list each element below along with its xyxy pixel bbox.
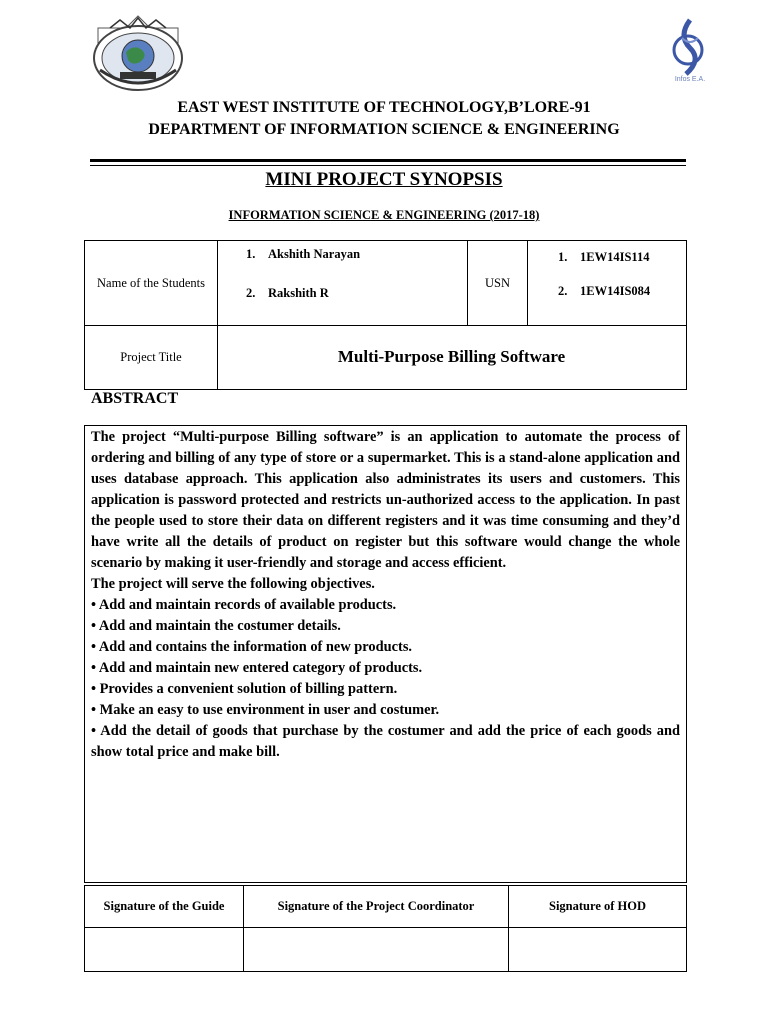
- logo-caption: Infos E.A.: [674, 76, 706, 83]
- abstract-text: [91, 427, 680, 763]
- objective-item: • Add the detail of goods that purchase by the costumer and add the price of each goods and show total price and make bill.: [91, 723, 680, 760]
- abstract-paragraph: The project “Multi-purpose Billing software” is an application to automate the process of ordering and billing of any type of store or a supermarket. This is a stand-alone application and uses database approach. This application also administrates its users and customers. This application is password protected and restricts un-authorized access to the application. In past the people used to store their data on different registers and it was time consuming and they’d have write all the details of product on register but this software would change the whole scenario by making it user-friendly and storage and access efficient.: [91, 429, 680, 571]
- department-logo: [664, 16, 716, 90]
- objective-item: • Add and contains the information of new products.: [91, 639, 413, 655]
- students-label: Name of the Students: [97, 275, 205, 290]
- student-2-name: Rakshith R: [268, 286, 329, 300]
- document-title: MINI PROJECT SYNOPSIS: [265, 169, 503, 190]
- objective-item: • Provides a convenient solution of billing pattern.: [91, 681, 398, 697]
- hod-signature-label: Signature of HOD: [549, 899, 646, 913]
- usn-2-number: 2.: [558, 284, 568, 298]
- coordinator-signature-field[interactable]: [244, 928, 508, 971]
- objective-item: • Add and maintain the costumer details.: [91, 618, 341, 634]
- project-title-label: Project Title: [120, 349, 182, 364]
- table-divider: [527, 240, 528, 326]
- objective-item: • Add and maintain records of available products.: [91, 597, 397, 613]
- student-2-number: 2.: [246, 286, 256, 300]
- institute-logo: [90, 14, 186, 94]
- institute-name: EAST WEST INSTITUTE OF TECHNOLOGY,B’LORE-91: [177, 99, 591, 116]
- document-subtitle: INFORMATION SCIENCE & ENGINEERING (2017-18): [228, 208, 540, 222]
- guide-signature-label: Signature of the Guide: [103, 899, 225, 913]
- usn-1-value: 1EW14IS114: [580, 250, 650, 264]
- student-2: [246, 286, 329, 301]
- project-title: Multi-Purpose Billing Software: [337, 347, 566, 366]
- student-1-number: 1.: [246, 247, 256, 261]
- usn-1-number: 1.: [558, 250, 568, 264]
- student-1: [246, 247, 360, 262]
- objective-item: • Add and maintain new entered category of products.: [91, 660, 423, 676]
- header-rule-thick: [90, 159, 686, 162]
- coordinator-signature-label: Signature of the Project Coordinator: [277, 899, 475, 913]
- hod-signature-field[interactable]: [509, 928, 686, 971]
- header-rule-thin: [90, 165, 686, 166]
- department-name: DEPARTMENT OF INFORMATION SCIENCE & ENGINEERING: [148, 121, 620, 138]
- guide-signature-field[interactable]: [85, 928, 243, 971]
- student-1-name: Akshith Narayan: [268, 247, 361, 261]
- objective-item: • Make an easy to use environment in user and costumer.: [91, 702, 440, 718]
- objectives-lead: The project will serve the following objectives.: [91, 576, 375, 592]
- abstract-heading: ABSTRACT: [91, 390, 179, 407]
- usn-2: [558, 284, 650, 299]
- usn-2-value: 1EW14IS084: [580, 284, 651, 298]
- usn-label: USN: [484, 275, 510, 290]
- usn-1: [558, 250, 649, 265]
